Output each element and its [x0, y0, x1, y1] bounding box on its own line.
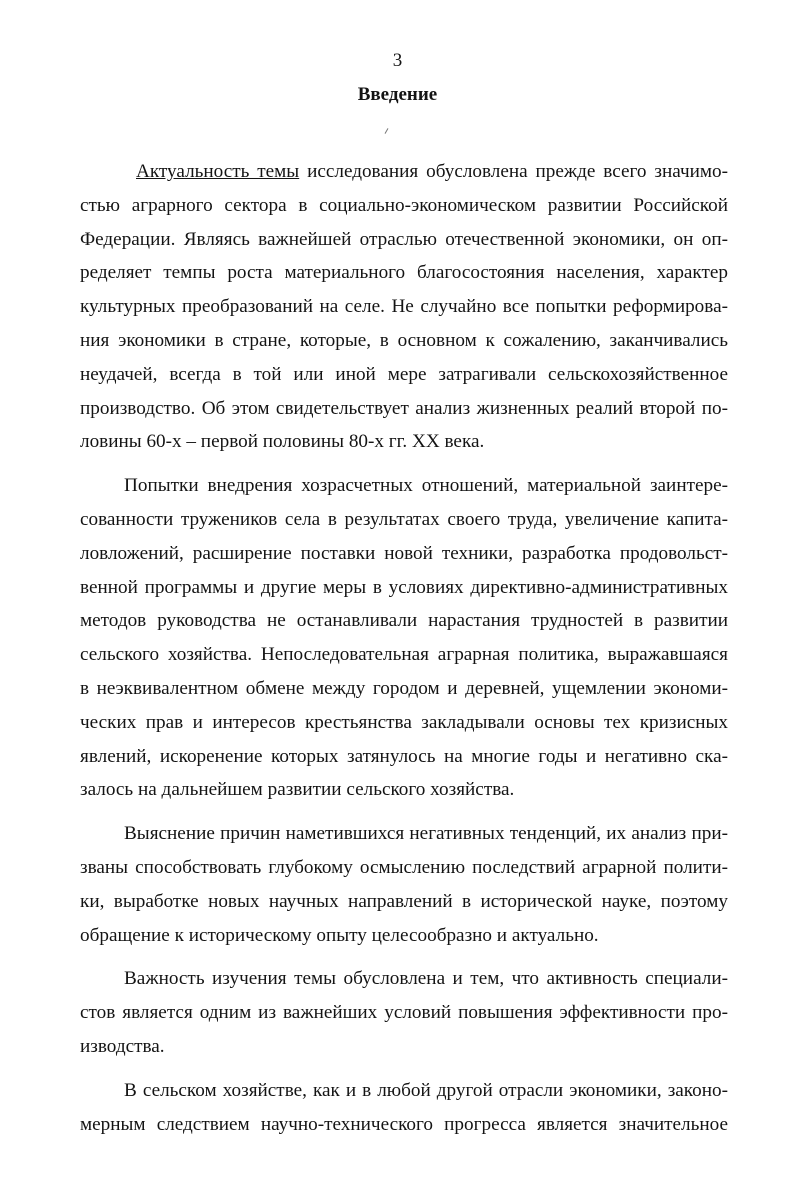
text-line: производство. Об этом свидетельствует анализ жизненных реалий второй по- [80, 397, 728, 419]
paragraph-3 [80, 817, 728, 952]
paragraph-4 [80, 962, 728, 1063]
section-title: Введение [357, 84, 438, 105]
text-line: методов руководства не останавливали нарастания трудностей в развитии [80, 610, 728, 632]
text-line: изводства. [80, 1035, 165, 1057]
scan-artifact [385, 128, 389, 134]
text-line: сованности тружеников села в результатах своего труда, увеличение капита- [80, 508, 728, 530]
text-line: неудачей, всегда в той или иной мере затрагивали сельскохозяйственное [80, 363, 728, 385]
text-line: сельского хозяйства. Непоследовательная аграрная политика, выражавшаяся [80, 644, 728, 666]
paragraph-5 [80, 1074, 728, 1142]
text-line: В сельском хозяйстве, как и в любой другой отрасли экономики, законо- [124, 1079, 728, 1101]
text-line: ния экономики в стране, которые, в основном к сожалению, заканчивались [80, 329, 728, 351]
text-line: в неэквивалентном обмене между городом и деревней, ущемлении экономи- [80, 677, 728, 699]
text-line: стов является одним из важнейших условий повышения эффективности про- [80, 1002, 728, 1024]
text-line: Выяснение причин наметившихся негативных тенденций, их анализ при- [124, 823, 728, 845]
text-line: обращение к историческому опыту целесообразно и актуально. [80, 924, 599, 946]
text-line: ловложений, расширение поставки новой техники, разработка продовольст- [80, 542, 728, 564]
text-line: стью аграрного сектора в социально-экономическом развитии Российской [80, 194, 728, 216]
text-line: мерным следствием научно-технического прогресса является значительное [80, 1113, 728, 1135]
text-line: венной программы и другие меры в условиях директивно-административных [80, 576, 728, 598]
text-line: культурных преобразований на селе. Не случайно все попытки реформирова- [80, 296, 728, 318]
text-line: Актуальность темы исследования обусловлена прежде всего значимо- [136, 161, 728, 182]
body-text [80, 155, 728, 1141]
text-line: явлений, искоренение которых затянулось на многие годы и негативно ска- [80, 745, 728, 767]
text-line: ки, выработке новых научных направлений в исторической науке, поэтому [80, 890, 728, 912]
text-line: ловины 60-х – первой половины 80-х гг. XX века. [80, 431, 485, 453]
text-line: Федерации. Являясь важнейшей отраслью отечественной экономики, он оп- [80, 228, 728, 250]
paragraph-2 [80, 469, 728, 807]
text-line: Попытки внедрения хозрасчетных отношений, материальной заинтере- [124, 475, 728, 497]
text-line: ределяет темпы роста материального благосостояния населения, характер [80, 262, 728, 284]
text-line: Важность изучения темы обусловлена и тем, что активность специали- [124, 968, 728, 990]
paragraph-1 [80, 155, 728, 459]
page-number: 3 [392, 50, 403, 71]
text-line: залось на дальнейшем развитии сельского хозяйства. [80, 779, 515, 801]
text-line: ческих прав и интересов крестьянства закладывали основы тех кризисных [80, 711, 728, 733]
text-line: званы способствовать глубокому осмыслению последствий аграрной полити- [80, 856, 728, 878]
underlined-lead: Актуальность темы [136, 161, 300, 182]
